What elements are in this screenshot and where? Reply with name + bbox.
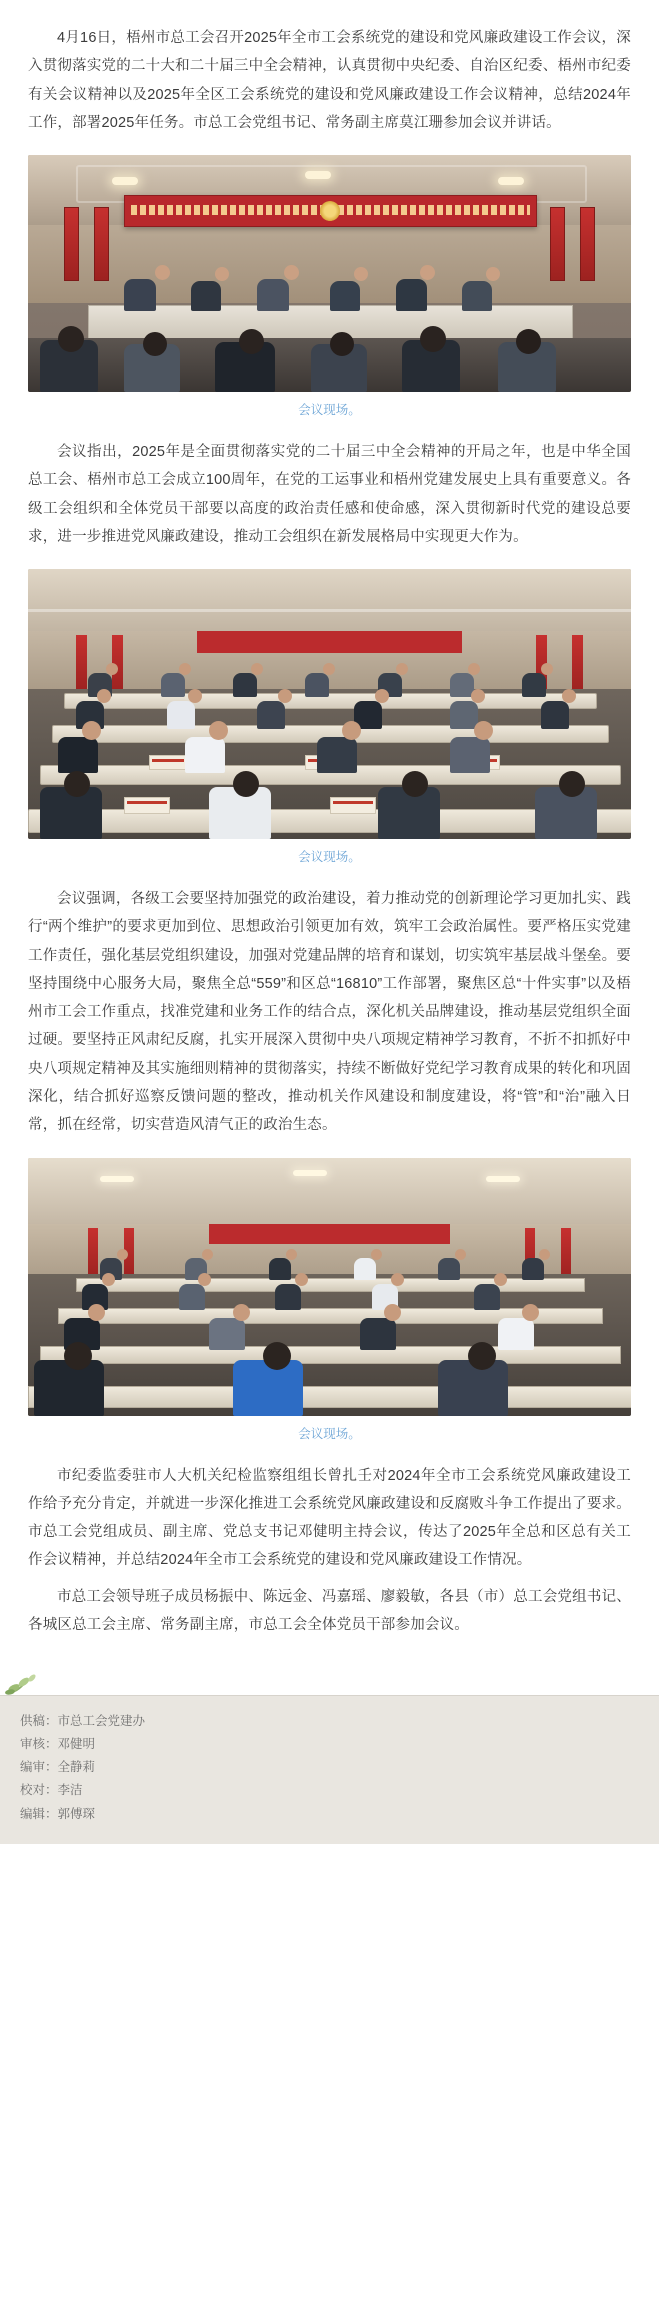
ceiling <box>28 569 631 635</box>
person <box>438 1258 460 1280</box>
meeting-photo-3 <box>28 1158 631 1416</box>
red-scroll <box>561 1228 571 1278</box>
person-head <box>354 267 368 281</box>
person-head <box>198 1273 211 1286</box>
person <box>396 279 427 311</box>
red-scroll <box>94 207 109 281</box>
person-head <box>539 1249 550 1260</box>
paragraph-3: 会议强调，各级工会要坚持加强党的政治建设，着力推动党的创新理论学习更加扎实、践行“两个维护”的要求更加到位、思想政治引领更加有效，筑牢工会政治属性。要严格压实党建工作责任，强化基层党组织建设，加强对党建品牌的培育和谋划，切实筑牢基层战斗堡垒。要坚持围绕中心服务大局，聚焦全总“559”和区总“16810”工作部署，聚焦区总“十件实事”以及梧州市工会工作重点，找准党建和业务工作的结合点，深化机关品牌建设，推动基层党组织全面过硬。要坚持正风肃纪反腐，扎实开展深入贯彻中央八项规定精神学习教育，不折不扣抓好中央八项规定精神及其实施细则精神的贯彻落实，持续不断做好党纪学习教育成果的转化和巩固深化，结合抓好巡察反馈问题的整改，推动机关作风建设和制度建设，将“管”和“治”融入日常，抓在经常，切实营造风清气正的政治生态。 <box>28 891 631 1134</box>
person <box>269 1258 291 1280</box>
credit-line-editor: 编辑：郭傅琛 <box>20 1806 96 1821</box>
person <box>161 673 185 697</box>
figure-3 <box>28 1158 631 1442</box>
ceiling-lamp <box>486 1176 520 1182</box>
person <box>257 701 285 729</box>
credit-line-proofreader: 校对：李洁 <box>20 1783 83 1798</box>
person-head <box>117 1249 128 1260</box>
ceiling-lamp <box>100 1176 134 1182</box>
ceiling <box>28 1158 631 1228</box>
person-head <box>396 663 408 675</box>
person <box>179 1284 205 1310</box>
person-head <box>64 1342 92 1370</box>
desk-row <box>64 693 597 709</box>
paragraph-4: 市纪委监委驻市人大机关纪检监察组组长曾扎壬对2024年全市工会系统党风廉政建设工作给予充分肯定，并就进一步深化推进工会系统党风廉政建设和反腐败斗争工作提出了要求。市总工会党组成员、副主席、党总支书记邓健明主持会议，传达了2025年全总和区总有关工作会议精神，并总结2024年全市工会系统党的建设和党风廉政建设工作情况。 <box>28 1467 631 1569</box>
paragraph-2: 会议指出，2025年是全面贯彻落实党的二十届三中全会精神的开局之年，也是中华全国总工会、梧州市总工会成立100周年，在党的工运事业和梧州党建发展史上具有重要意义。各级工会组织和全体党员干部要以高度的政治责任感和使命感，深入贯彻新时代党的建设总要求，进一步推进党风廉政建设，推动工会组织在新发展格局中实现更大作为。 <box>28 444 631 545</box>
red-scroll <box>64 207 79 281</box>
paragraph-1: 4月16日，梧州市总工会召开2025年全市工会系统党的建设和党风廉政建设工作会议，深入贯彻落实党的二十大和二十届三中全会精神，认真贯彻中央纪委、自治区纪委、梧州市纪委有关会议精神以及2025年全区工会系统党的建设和党风廉政建设工作会议精神，总结2024年工作，部署2025年任务。市总工会党组书记、常务副主席莫江珊参加会议并讲话。 <box>28 30 631 131</box>
person-back <box>233 1360 303 1416</box>
ceiling-lamp <box>305 171 331 179</box>
person-head <box>330 332 354 356</box>
person <box>522 1258 544 1280</box>
person <box>58 737 98 773</box>
name-plate <box>330 797 376 814</box>
name-plate <box>149 755 187 770</box>
person-head <box>263 1342 291 1370</box>
red-scroll <box>76 635 87 691</box>
paragraph-5: 市总工会领导班子成员杨振中、陈远金、冯嘉瑶、廖毅敏，各县（市）总工会党组书记、各城区总工会主席、常务副主席，市总工会全体党员干部参加会议。 <box>28 1588 631 1633</box>
person-head <box>155 265 170 280</box>
person-back <box>438 1360 508 1416</box>
person <box>257 279 289 311</box>
credit-line-editor-in-chief: 编审：全静莉 <box>20 1760 96 1775</box>
person <box>541 701 569 729</box>
meeting-photo-1 <box>28 155 631 392</box>
person-head <box>391 1273 404 1286</box>
person <box>124 279 156 311</box>
red-banner <box>209 1224 450 1244</box>
red-banner <box>197 631 462 653</box>
decorative-divider <box>0 1665 659 1695</box>
person <box>233 673 257 697</box>
desk-row <box>76 1278 585 1292</box>
person-head <box>384 1304 401 1321</box>
photo-caption-2: 会议现场。 <box>298 850 361 865</box>
person-head <box>102 1273 115 1286</box>
person <box>450 701 478 729</box>
person-head <box>233 1304 250 1321</box>
person <box>191 281 221 311</box>
person <box>462 281 492 311</box>
person <box>305 673 329 697</box>
leaf-ornament-icon <box>4 1673 74 1695</box>
figure-2 <box>28 569 631 865</box>
person <box>317 737 357 773</box>
person-head <box>209 721 228 740</box>
person <box>450 737 490 773</box>
person-head <box>541 663 553 675</box>
person <box>522 673 546 697</box>
person-head <box>295 1273 308 1286</box>
person-head <box>468 1342 496 1370</box>
credit-line-reviewer: 审核：邓健明 <box>20 1737 96 1752</box>
person <box>275 1284 301 1310</box>
ceiling-lamp <box>498 177 524 185</box>
person-head <box>215 267 229 281</box>
person-head <box>522 1304 539 1321</box>
person-head <box>559 771 585 797</box>
person-back <box>34 1360 104 1416</box>
person <box>360 1318 396 1350</box>
person-head <box>494 1273 507 1286</box>
person-head <box>402 771 428 797</box>
red-banner <box>124 195 536 227</box>
person-head <box>143 332 167 356</box>
person-head <box>179 663 191 675</box>
footer-credits <box>0 1695 659 1844</box>
red-scroll <box>550 207 565 281</box>
photo-caption-3: 会议现场。 <box>298 1426 361 1441</box>
photo-caption-1: 会议现场。 <box>298 403 361 418</box>
person-head <box>375 689 389 703</box>
person-head <box>562 689 576 703</box>
emblem-icon <box>320 201 340 221</box>
person <box>167 701 195 729</box>
person-head <box>188 689 202 703</box>
person <box>474 1284 500 1310</box>
person-head <box>88 1304 105 1321</box>
person-head <box>420 265 435 280</box>
person-head <box>233 771 259 797</box>
person-head <box>371 1249 382 1260</box>
ceiling-lamp <box>293 1170 327 1176</box>
red-scroll <box>88 1228 98 1278</box>
person <box>330 281 360 311</box>
desk-row <box>28 1386 631 1408</box>
ceiling-lamp <box>112 177 138 185</box>
person-head <box>342 721 361 740</box>
meeting-photo-2 <box>28 569 631 839</box>
person <box>185 737 225 773</box>
person <box>209 1318 245 1350</box>
person-head <box>202 1249 213 1260</box>
person-head <box>420 326 446 352</box>
credit-line-source: 供稿：市总工会党建办 <box>20 1714 146 1729</box>
person-head <box>455 1249 466 1260</box>
red-scroll <box>572 635 583 691</box>
person <box>354 1258 376 1280</box>
person <box>498 1318 534 1350</box>
name-plate <box>124 797 170 814</box>
person-head <box>239 329 264 354</box>
person-head <box>286 1249 297 1260</box>
red-scroll <box>580 207 595 281</box>
figure-1 <box>28 155 631 418</box>
